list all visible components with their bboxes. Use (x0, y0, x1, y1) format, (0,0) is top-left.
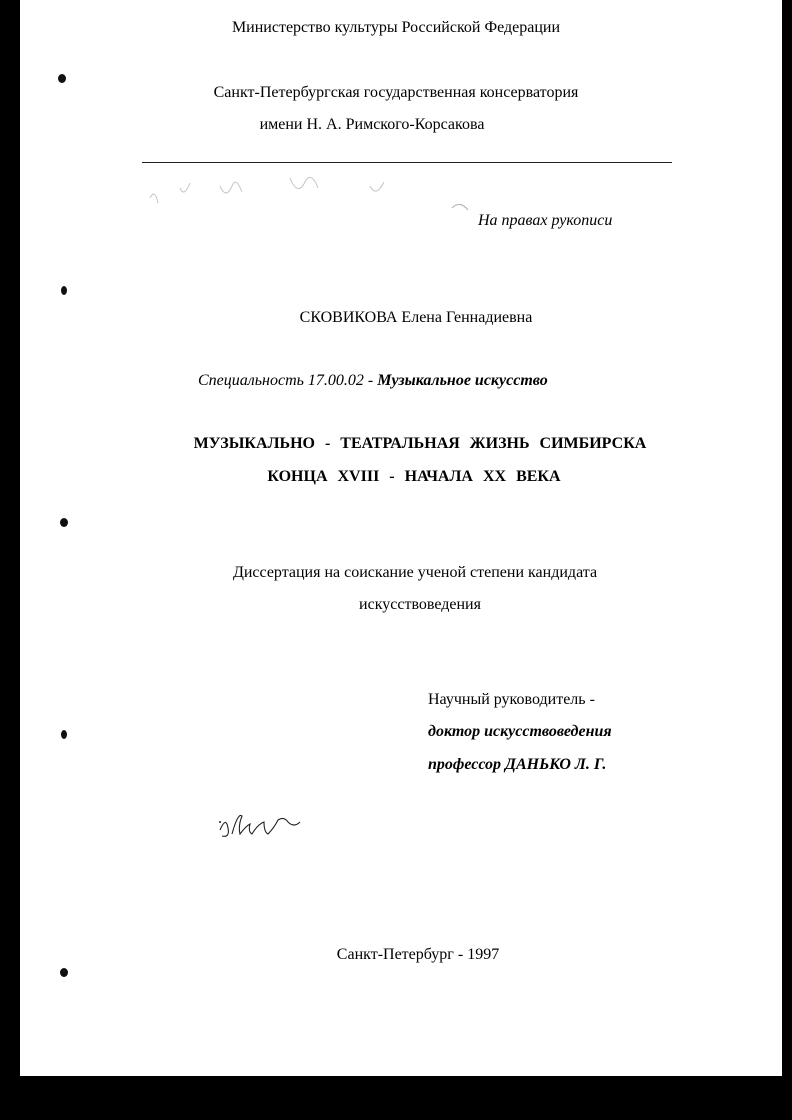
supervisor-label: Научный руководитель - (428, 691, 595, 708)
faint-handwriting (140, 168, 500, 228)
dissertation-title-line-2: КОНЦА XVIII - НАЧАЛА ХХ ВЕКА (267, 468, 561, 485)
margin-mark (58, 74, 66, 83)
margin-mark (61, 286, 67, 295)
specialty-name: Музыкальное искусство (377, 372, 548, 389)
manuscript-note: На правах рукописи (478, 212, 613, 229)
margin-mark (61, 730, 67, 739)
dissertation-title-line-1: МУЗЫКАЛЬНО - ТЕАТРАЛЬНАЯ ЖИЗНЬ СИМБИРСКА (193, 435, 647, 452)
supervisor-name: профессор ДАНЬКО Л. Г. (428, 756, 607, 773)
margin-mark (60, 518, 68, 527)
degree-line-2: искусствоведения (359, 596, 481, 613)
supervisor-degree: доктор искусствоведения (428, 723, 612, 740)
city-year: Санкт-Петербург - 1997 (336, 946, 500, 963)
degree-line-1: Диссертация на соискание ученой степени кандидата (232, 564, 598, 581)
specialty-code: Специальность 17.00.02 - (198, 372, 374, 389)
ministry-heading: Министерство культуры Российской Федерации (231, 19, 561, 36)
margin-mark (60, 968, 68, 977)
author-name: СКОВИКОВА Елена Геннадиевна (299, 309, 533, 326)
specialty (198, 372, 548, 390)
divider (142, 162, 672, 163)
signature-icon (212, 800, 332, 850)
institution-line-1: Санкт-Петербургская государственная консерватория (213, 84, 579, 101)
institution-line-2: имени Н. А. Римского-Корсакова (259, 116, 485, 133)
